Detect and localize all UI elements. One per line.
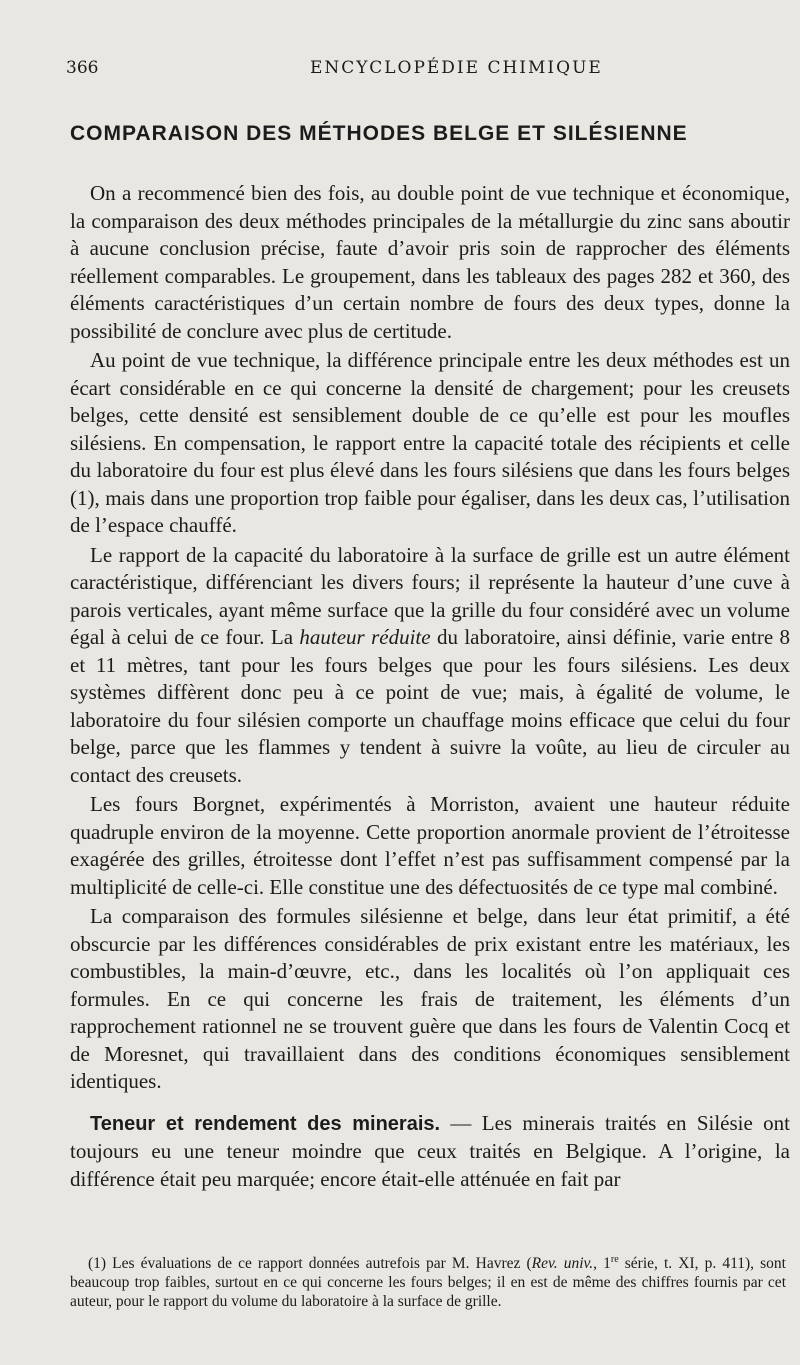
footnote-superscript: re <box>610 1254 619 1265</box>
subsection-text: — Les minerais traités en Silésie ont toujours eu une teneur moindre que ceux traités en Belgique. A l’origine, la différence était peu marquée; encore était-elle atténuée en fait par <box>70 1110 790 1191</box>
running-title: ENCYCLOPÉDIE CHIMIQUE <box>310 58 603 78</box>
subsection-heading: Teneur et rendement des minerais. <box>90 1112 441 1135</box>
section-title: COMPARAISON DES MÉTHODES BELGE ET SILÉSIENNE <box>70 122 688 145</box>
footnote-text <box>70 1250 786 1311</box>
paragraph: La comparaison des formules silésienne et belge, dans leur état primitif, a été obscurcie par les différences considérables de prix existant entre les matériaux, les combustibles, la main-d’œuvre, etc., dans les localités où l’on appliquait ces formules. En ce qui concerne les frais de traitement, les éléments d’un rapprochement rationnel ne se trouvent guère que dans les fours de Valentin Cocq et de Moresnet, qui travaillaient dans des conditions économiques sensiblement identiques. <box>70 904 790 1093</box>
paragraph-text: du laboratoire, ainsi définie, varie entre 8 et 11 mètres, tant pour les fours belges que pour les fours silésiens. Les deux systèmes diffèrent donc peu à ce point de vue; mais, à égalité de volume, le laboratoire du four silésien comporte un chauffage moins efficace que celui du four belge, parce que les flammes y tendent à suivre la voûte, au lieu de circuler au contact des creusets. <box>70 625 791 787</box>
footnote-part: , 1 <box>593 1255 611 1273</box>
paragraph: On a recommencé bien des fois, au double point de vue technique et économique, la comparaison des deux méthodes principales de la métallurgie du zinc sans aboutir à aucune conclusion précise, faute d’avoir pris soin de rapprocher des éléments réellement comparables. Le groupement, dans les tableaux des pages 282 et 360, des éléments caractéristiques d’un certain nombre de fours des deux types, donne la possibilité de conclure avec plus de certitude. <box>70 181 790 343</box>
footnote <box>70 1250 786 1311</box>
paragraph-text: Le rapport de la capacité du laboratoire à la surface de grille est un autre élément caractéristique, différenciant les divers fours; il représente la hauteur d’une cuve à parois verticales, ayant même surface que la grille du four considéré avec un volume égal à celui de ce four. La <box>70 542 790 649</box>
subsection-paragraph <box>70 1110 790 1194</box>
footnote-citation: Rev. univ. <box>531 1255 594 1273</box>
paragraph: Au point de vue technique, la différence principale entre les deux méthodes est un écart considérable en ce qui concerne la densité de chargement; pour les creusets belges, cette densité est sensiblement double de ce qu’elle est pour les moufles silésiens. En compensation, le rapport entre la capacité totale des récipients et celle du laboratoire du four est plus élevé dans les fours silésiens que dans les fours belges (1), mais dans une proportion trop faible pour égaliser, dans les deux cas, l’utilisation de l’espace chauffé. <box>70 348 790 537</box>
footnote-part: (1) Les évaluations de ce rapport données autrefois par M. Havrez ( <box>88 1255 532 1273</box>
paragraph <box>70 542 790 790</box>
page-number: 366 <box>66 58 99 78</box>
paragraph: Les fours Borgnet, expérimentés à Morriston, avaient une hauteur réduite quadruple environ de la moyenne. Cette proportion anormale provient de l’étroitesse exagérée des grilles, étroitesse dont l’effet n’est pas suffisamment compensé par la multiplicité de celle-ci. Elle constitue une des défectuosités de ce type mal combiné. <box>70 792 790 899</box>
italic-term: hauteur réduite <box>299 625 431 649</box>
footnote-part: série, t. XI, p. 411), sont beaucoup trop faibles, surtout en ce qui concerne les fours belges; il en est de même des chiffres fournis par cet auteur, pour le rapport du volume du laboratoire à la surface de grille. <box>70 1255 786 1311</box>
body-text <box>70 180 790 1195</box>
page-header <box>66 58 800 82</box>
